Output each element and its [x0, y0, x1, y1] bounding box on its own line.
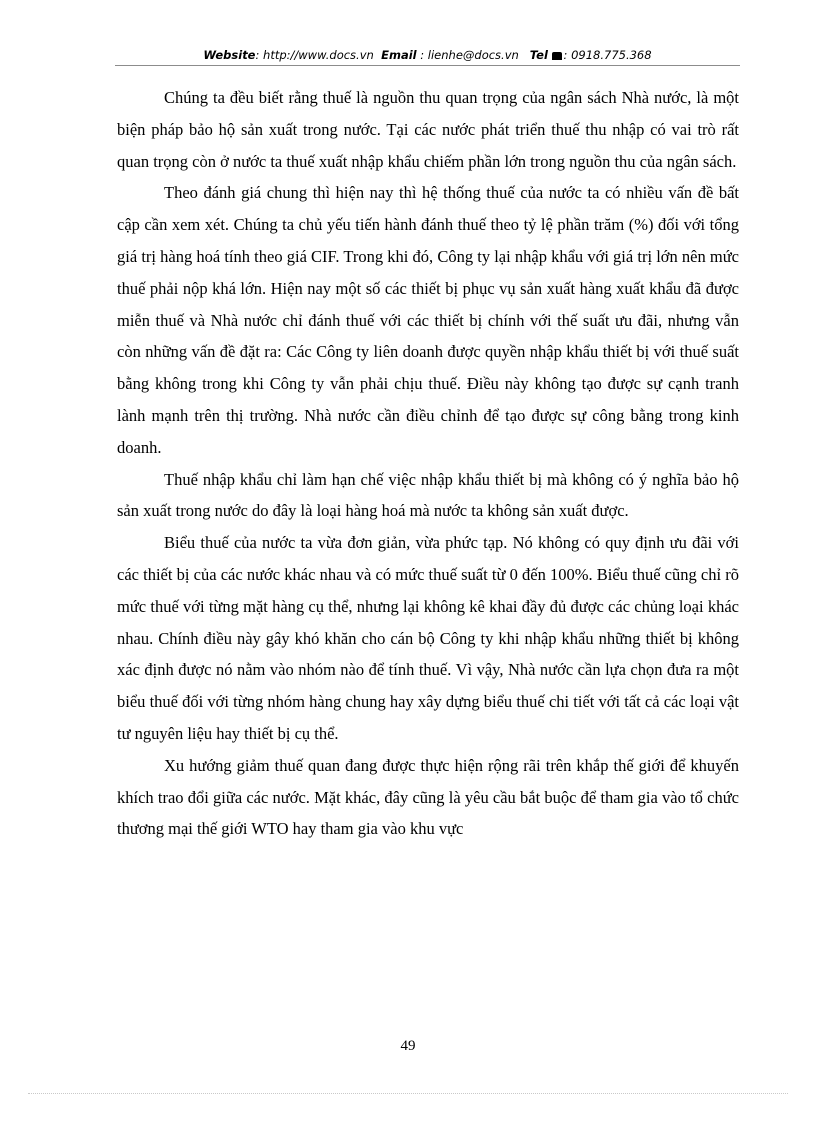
website-label: Website	[203, 48, 256, 62]
website-value: : http://www.docs.vn	[255, 48, 374, 62]
tel-value: : 0918.775.368	[563, 48, 652, 62]
paragraph: Chúng ta đều biết rằng thuế là nguồn thu quan trọng của ngân sách Nhà nước, là một biện pháp bảo hộ sản xuất trong nước. Tại các nước phát triển thuế thu nhập có vai trò rất quan trọng còn ở nước ta thuế xuất nhập khẩu chiếm phần lớn trong nguồn thu của ngân sách.	[117, 88, 739, 171]
telephone-icon	[552, 52, 562, 60]
page-bottom-divider	[28, 1093, 788, 1094]
tel-label: Tel	[529, 48, 548, 62]
document-body	[117, 82, 739, 845]
page-number: 49	[400, 1038, 416, 1054]
paragraph: Thuế nhập khẩu chỉ làm hạn chế việc nhập khẩu thiết bị mà không có ý nghĩa bảo hộ sản xuất trong nước do đây là loại hàng hoá mà nước ta không sản xuất được.	[117, 469, 739, 521]
page-header	[115, 46, 740, 66]
email-label: Email	[381, 48, 417, 62]
email-value: : lienhe@docs.vn	[420, 48, 519, 62]
paragraph: Theo đánh giá chung thì hiện nay thì hệ thống thuế của nước ta có nhiều vấn đề bất cập cần xem xét. Chúng ta chủ yếu tiến hành đánh thuế theo tỷ lệ phần trăm (%) đối với tổng giá trị hàng hoá tính theo giá CIF. Trong khi đó, Công ty lại nhập khẩu với giá trị lớn nên mức thuế phải nộp khá lớn. Hiện nay một số các thiết bị phục vụ sản xuất hàng xuất khẩu đã được miễn thuế và Nhà nước chỉ đánh thuế với các thiết bị chính với thế suất ưu đãi, nhưng vẫn còn những vấn đề đặt ra: Các Công ty liên doanh được quyền nhập khẩu thiết bị với thuế suất bằng không trong khi Công ty vẫn phải chịu thuế. Điều này không tạo được sự cạnh tranh lành mạnh trên thị trường. Nhà nước cần điều chỉnh để tạo được sự công bằng trong kinh doanh.	[117, 183, 739, 457]
paragraph: Biểu thuế của nước ta vừa đơn giản, vừa phức tạp. Nó không có quy định ưu đãi với các thiết bị của các nước khác nhau và có mức thuế suất từ 0 đến 100%. Biểu thuế cũng chỉ rõ mức thuế với từng mặt hàng cụ thể, nhưng lại không kê khai đầy đủ được các chủng loại khác nhau. Chính điều này gây khó khăn cho cán bộ Công ty khi nhập khẩu những thiết bị không xác định được nó nằm vào nhóm nào để tính thuế. Vì vậy, Nhà nước cần lựa chọn đưa ra một biểu thuế đối với từng nhóm hàng chung hay xây dựng biểu thuế chi tiết với tất cả các loại vật tư nguyên liệu hay thiết bị cụ thể.	[117, 533, 739, 743]
paragraph: Xu hướng giảm thuế quan đang được thực hiện rộng rãi trên khắp thế giới để khuyến khích trao đổi giữa các nước. Mặt khác, đây cũng là yêu cầu bắt buộc để tham gia vào tổ chức thương mại thế giới WTO hay tham gia vào khu vực	[117, 755, 739, 839]
